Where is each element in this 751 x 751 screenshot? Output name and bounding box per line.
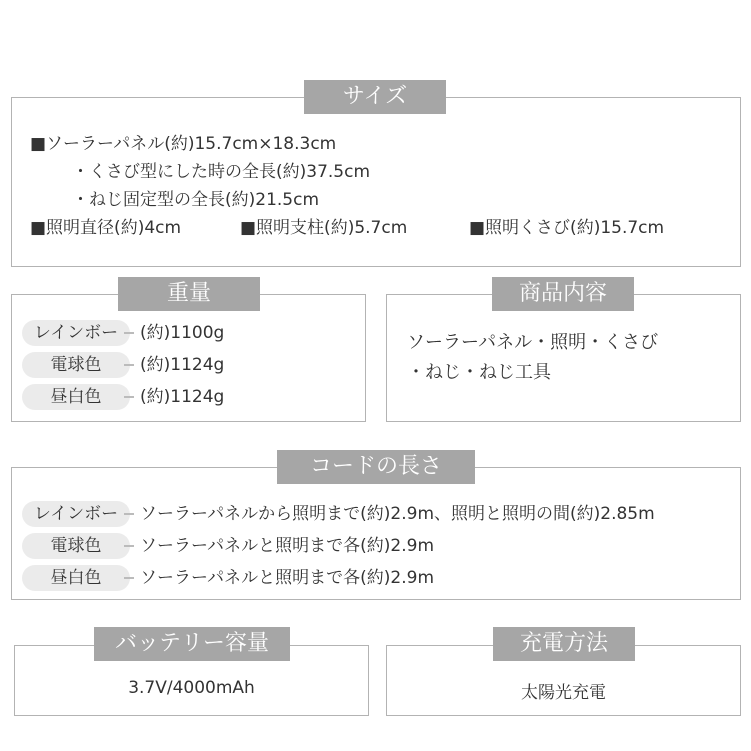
size-title: サイズ xyxy=(304,80,446,114)
cord-value-rainbow: ソーラーパネルから照明まで(約)2.9m、照明と照明の間(約)2.85m xyxy=(140,504,655,524)
weight-value-daylight: (約)1124g xyxy=(140,387,225,407)
cord-value-daylight: ソーラーパネルと照明まで各(約)2.9m xyxy=(140,568,435,588)
contents-line-1: ソーラーパネル・照明・くさび xyxy=(407,332,659,353)
weight-title: 重量 xyxy=(118,277,260,311)
weight-label-daylight: 昼白色 xyxy=(22,384,130,410)
weight-value-rainbow: (約)1100g xyxy=(140,323,225,343)
contents-title: 商品内容 xyxy=(492,277,634,311)
contents-section xyxy=(386,294,741,422)
cord-label-daylight: 昼白色 xyxy=(22,565,130,591)
size-panel-dimensions: ■ソーラーパネル(約)15.7cm×18.3cm xyxy=(30,134,337,154)
battery-title: バッテリー容量 xyxy=(94,627,290,661)
size-wedge-length: ・くさび型にした時の全長(約)37.5cm xyxy=(72,162,371,182)
cord-label-rainbow: レインボー xyxy=(22,501,130,527)
charge-value: 太陽光充電 xyxy=(521,683,606,703)
size-light-diameter: ■照明直径(約)4cm xyxy=(30,218,182,238)
weight-value-warm: (約)1124g xyxy=(140,355,225,375)
cord-value-warm: ソーラーパネルと照明まで各(約)2.9m xyxy=(140,536,435,556)
weight-label-warm: 電球色 xyxy=(22,352,130,378)
size-light-post: ■照明支柱(約)5.7cm xyxy=(240,218,408,238)
weight-label-rainbow: レインボー xyxy=(22,320,130,346)
size-light-wedge: ■照明くさび(約)15.7cm xyxy=(469,218,665,238)
cord-title: コードの長さ xyxy=(277,450,475,484)
cord-label-warm: 電球色 xyxy=(22,533,130,559)
battery-value: 3.7V/4000mAh xyxy=(128,678,255,698)
contents-line-2: ・ねじ・ねじ工具 xyxy=(407,362,551,383)
charge-title: 充電方法 xyxy=(493,627,635,661)
size-screw-length: ・ねじ固定型の全長(約)21.5cm xyxy=(72,190,320,210)
